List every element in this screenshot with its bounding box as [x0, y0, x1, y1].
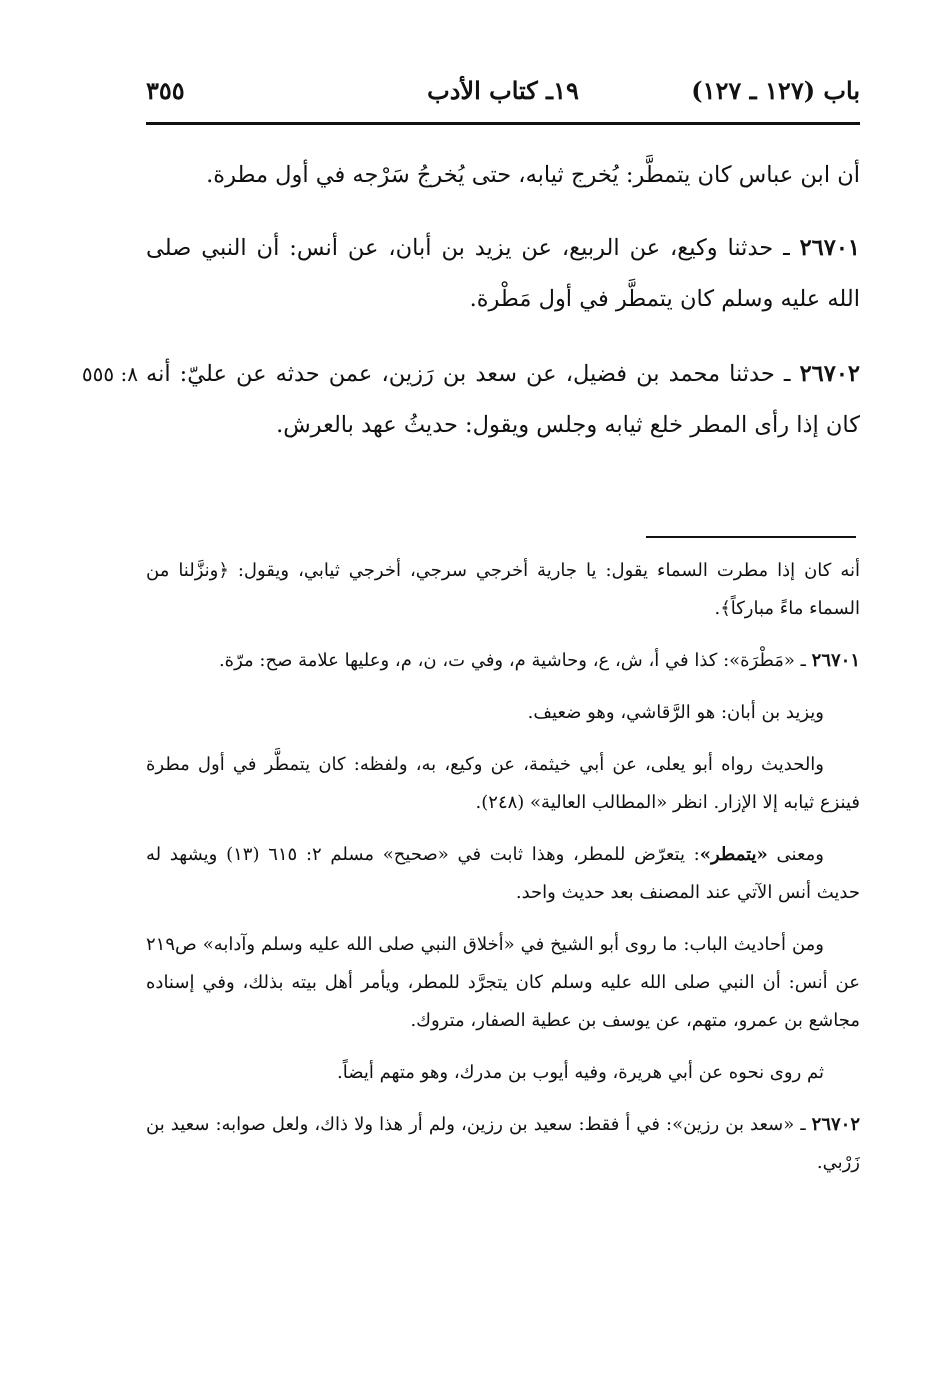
footnote-text: ـ «مَطْرَة»: كذا في أ، ش، ع، وحاشية م، وفي ت، ن، م، وعليها علامة صح: مرّة.	[218, 650, 812, 671]
footnotes	[146, 552, 860, 1196]
footnote-text: : يتعرّض للمطر، وهذا ثابت في «صحيح» مسلم ٢: ٦١٥ (١٣) ويشهد له حديث أنس الآتي عند المصنف بعد حديث واحد.	[146, 844, 860, 903]
book-title: ١٩ـ كتاب الأدب	[427, 76, 579, 105]
footnote-paragraph: والحديث رواه أبو يعلى، عن أبي خيثمة، عن وكيع، به، ولفظه: كان يتمطَّر في أول مطرة فينزع ثيابه إلا الإزار. انظر «المطالب العالية» (٢٤٨).	[146, 754, 860, 813]
footnote-term: «يتمطر»	[699, 844, 768, 865]
main-text	[81, 150, 860, 475]
continuation-paragraph: أن ابن عباس كان يتمطَّر: يُخرج ثيابه، حتى يُخرجُ سَرْجه في أول مطرة.	[206, 162, 860, 188]
chapter-title: باب (١٢٧ ـ ١٢٧)	[691, 76, 860, 105]
footnote-number: ٢٦٧٠١	[811, 650, 860, 671]
running-header	[146, 76, 860, 116]
hadith-number: ٢٦٧٠٢	[799, 361, 860, 387]
header-rule	[146, 122, 860, 125]
footnote-paragraph: ويزيد بن أبان: هو الرَّقاشي، وهو ضعيف.	[527, 702, 824, 723]
hadith-26702	[81, 349, 860, 451]
hadith-text: ـ حدثنا وكيع، عن الربيع، عن يزيد بن أبان، عن أنس: أن النبي صلى الله عليه وسلم كان يتمطَّر في أول مَطْرة.	[146, 235, 860, 312]
footnote-paragraph: أنه كان إذا مطرت السماء يقول: يا جارية أخرجي سرجي، أخرجي ثيابي، ويقول: ﴿ونزَّلنا من السماء ماءً مباركاً﴾.	[146, 560, 860, 619]
hadith-text: ـ حدثنا محمد بن فضيل، عن سعد بن رَزين، عمن حدثه عن عليّ: أنه كان إذا رأى المطر خلع ثيابه وجلس ويقول: حديثُ عهد بالعرش.	[146, 361, 860, 438]
footnote-26702	[146, 1106, 860, 1182]
footnote-text: ـ «سعد بن رزين»: في أ فقط: سعيد بن رزين، ولم أر هذا ولا ذاك، ولعل صوابه: سعيد بن زَرْبي.	[146, 1114, 860, 1173]
margin-reference: ٨: ٥٥٥	[81, 362, 138, 386]
footnote-separator	[646, 536, 856, 538]
footnote-prefix: ومعنى	[767, 844, 824, 865]
page-number: ٣٥٥	[146, 76, 185, 105]
footnote-paragraph	[146, 836, 860, 912]
footnote-number: ٢٦٧٠٢	[811, 1114, 860, 1135]
footnote-26701	[146, 642, 860, 680]
hadith-number: ٢٦٧٠١	[799, 235, 860, 261]
hadith-26701	[146, 223, 860, 325]
footnote-paragraph: ومن أحاديث الباب: ما روى أبو الشيخ في «أخلاق النبي صلى الله عليه وسلم وآدابه» ص٢١٩ عن أنس: أن النبي صلى الله عليه وسلم كان يتجرَّد للمطر، ويأمر أهل بيته بذلك، وفي إسناده مجاشع بن عمرو، متهم، عن يوسف بن عطية الصفار، متروك.	[146, 934, 860, 1031]
footnote-paragraph: ثم روى نحوه عن أبي هريرة، وفيه أيوب بن مدرك، وهو متهم أيضاً.	[337, 1062, 824, 1083]
